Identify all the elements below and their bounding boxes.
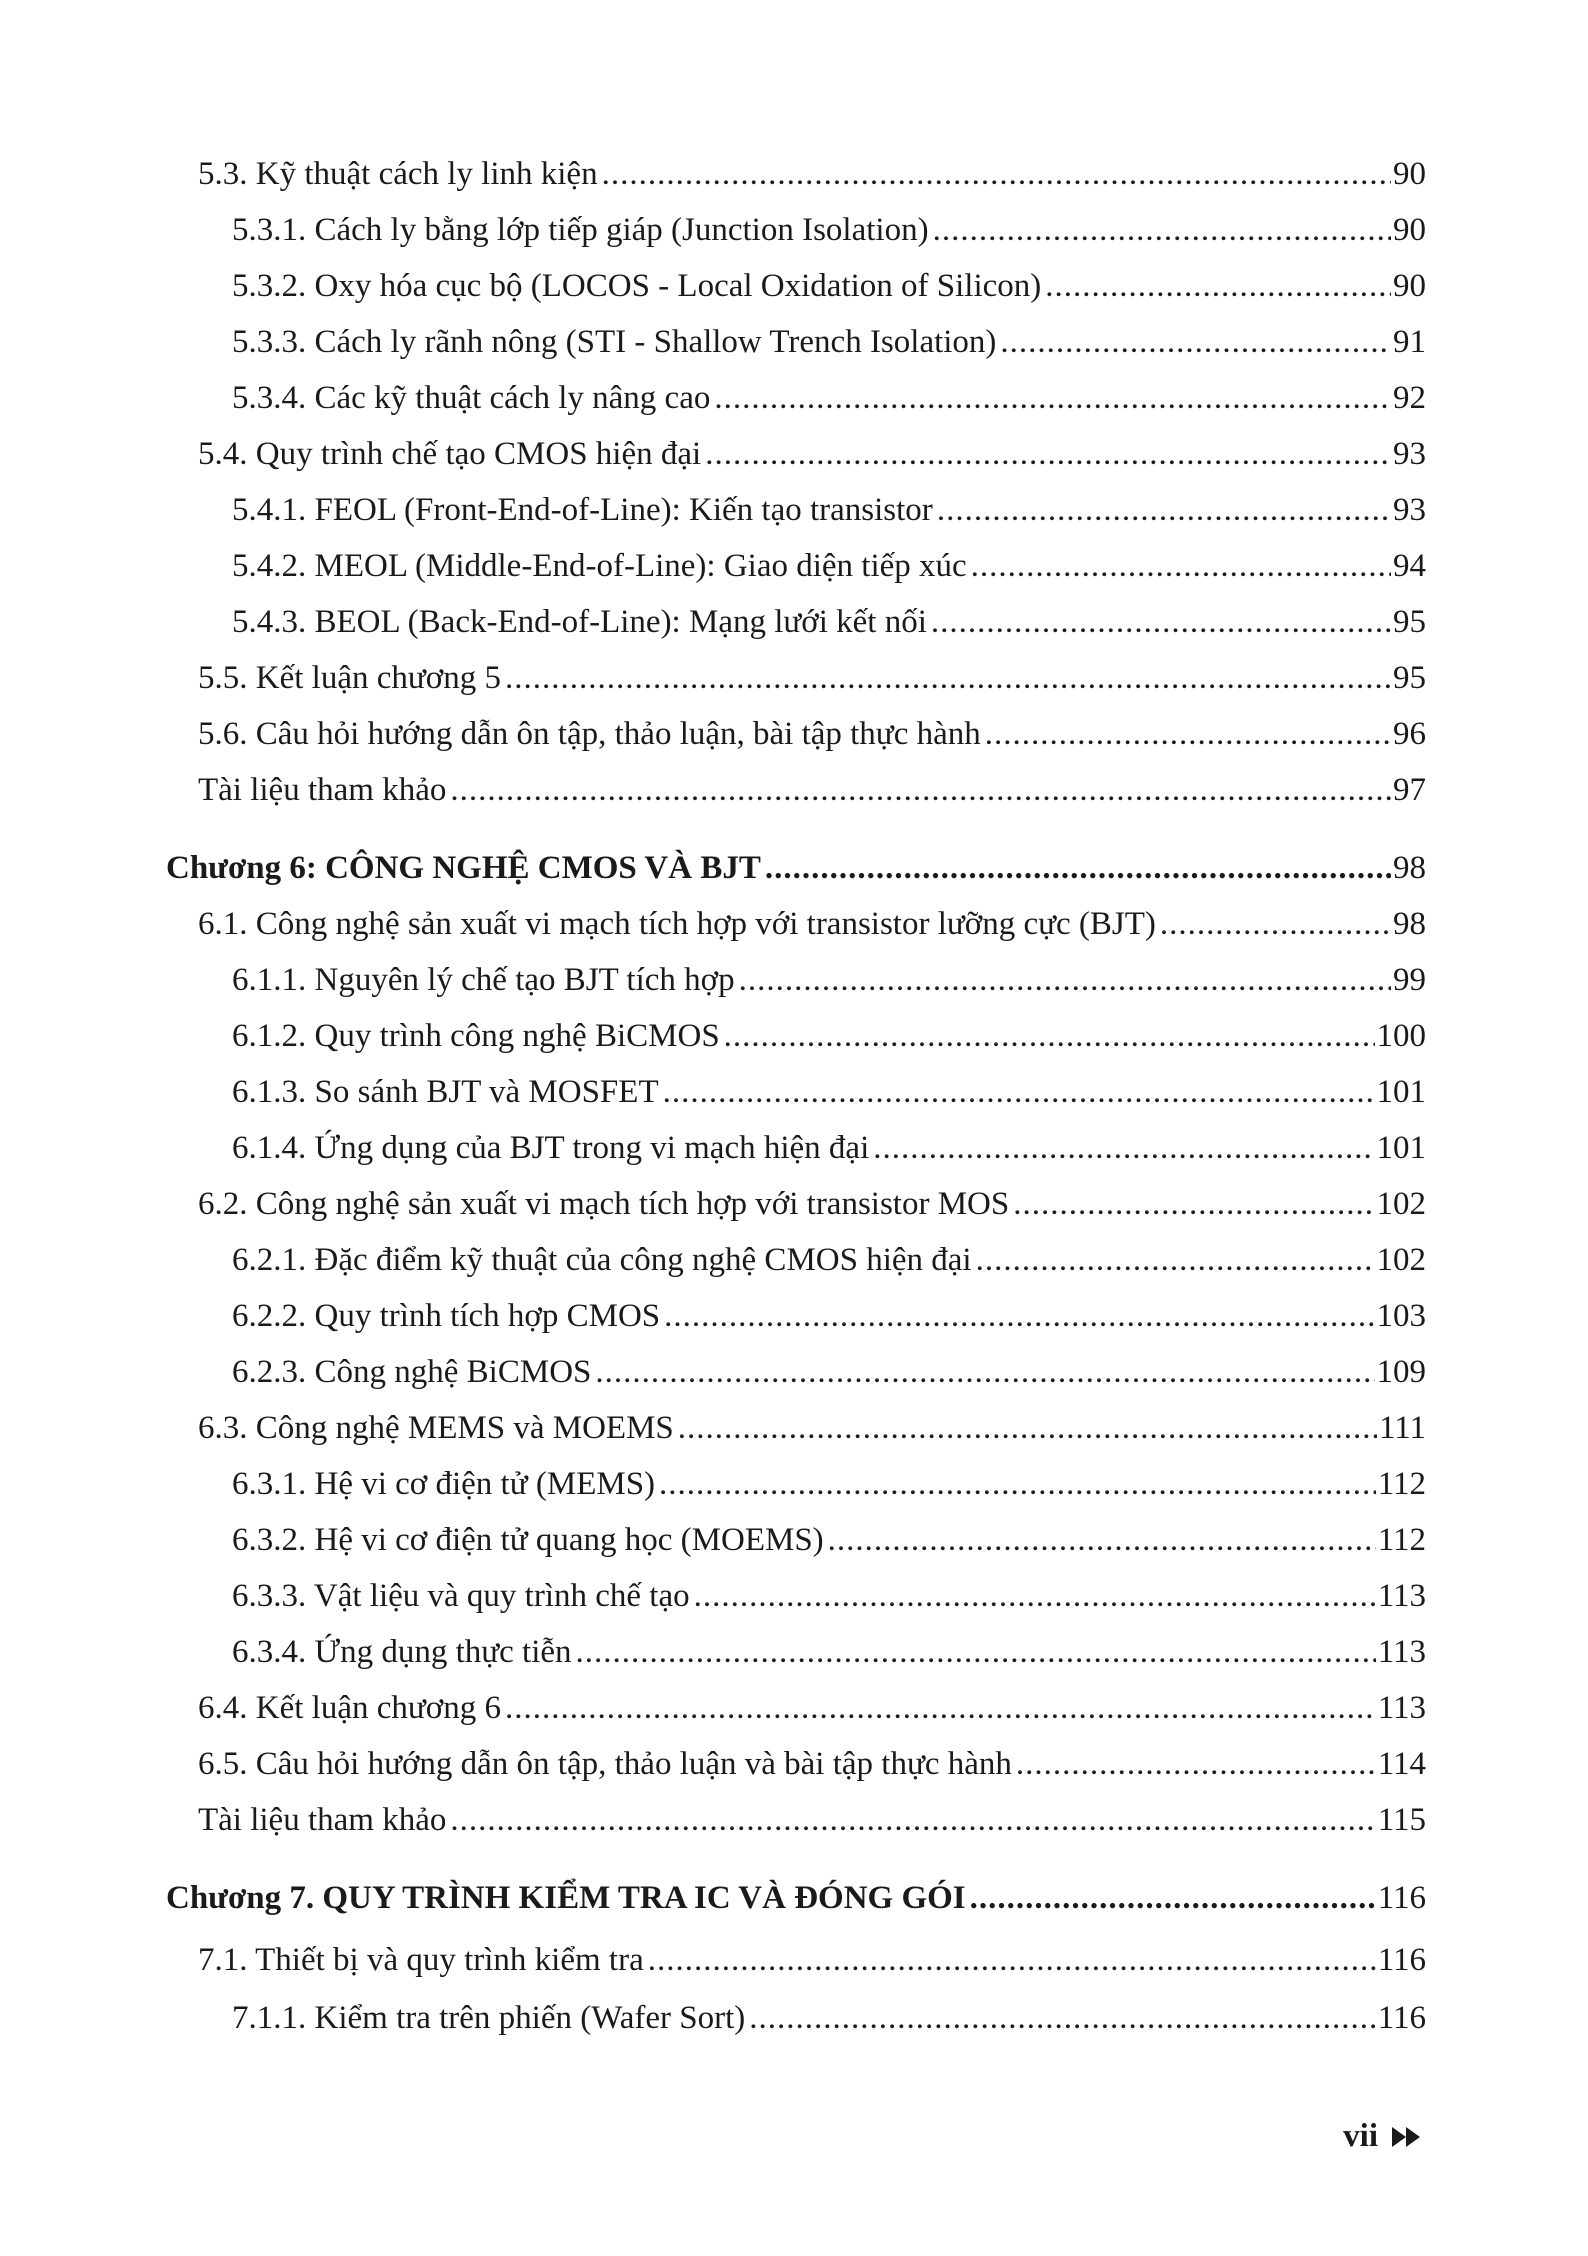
toc-entry-label: 6.3. Công nghệ MEMS và MOEMS <box>198 1410 674 1446</box>
toc-entry[interactable] <box>232 1998 1426 2038</box>
toc-chapter-entry[interactable] <box>166 1878 1426 1918</box>
dot-leader <box>873 1128 1374 1168</box>
dot-leader <box>1016 1744 1376 1784</box>
toc-entry-label: 5.3.4. Các kỹ thuật cách ly nâng cao <box>232 380 711 416</box>
toc-entry-page: 112 <box>1377 1522 1426 1558</box>
toc-entry-page: 91 <box>1393 324 1426 360</box>
dot-leader <box>450 1800 1375 1840</box>
toc-entry[interactable] <box>198 1688 1426 1728</box>
toc-entry[interactable] <box>232 1464 1426 1504</box>
toc-entry-page: 90 <box>1393 268 1426 304</box>
dot-leader <box>714 378 1391 418</box>
dot-leader <box>663 1072 1375 1112</box>
toc-entry-page: 111 <box>1378 1410 1426 1446</box>
toc-entry[interactable] <box>198 1408 1426 1448</box>
toc-entry-label: 5.4. Quy trình chế tạo CMOS hiện đại <box>198 436 702 472</box>
toc-entry-page: 116 <box>1377 1942 1426 1978</box>
toc-entry-label: Tài liệu tham khảo <box>198 1802 447 1838</box>
toc-entry-page: 93 <box>1393 492 1426 528</box>
toc-entry-label: 6.4. Kết luận chương 6 <box>198 1690 501 1726</box>
toc-entry-label: 5.4.1. FEOL (Front-End-of-Line): Kiến tạo transistor <box>232 492 933 528</box>
toc-entry-label: 6.1.2. Quy trình công nghệ BiCMOS <box>232 1018 720 1054</box>
toc-entry-label: 5.4.3. BEOL (Back-End-of-Line): Mạng lưới kết nối <box>232 604 927 640</box>
toc-entry[interactable] <box>198 904 1426 944</box>
toc-entry-label: 5.3. Kỹ thuật cách ly linh kiện <box>198 156 598 192</box>
dot-leader <box>1000 322 1391 362</box>
toc-entry-label: 6.2.3. Công nghệ BiCMOS <box>232 1354 592 1390</box>
toc-entry-label: Chương 7. QUY TRÌNH KIỂM TRA IC VÀ ĐÓNG GÓI <box>166 1880 966 1916</box>
toc-entry[interactable] <box>198 1940 1426 1980</box>
toc-entry[interactable] <box>232 602 1426 642</box>
dot-leader <box>659 1464 1376 1504</box>
toc-entry-page: 116 <box>1377 1880 1426 1916</box>
toc-entry-page: 90 <box>1393 212 1426 248</box>
toc-entry-page: 101 <box>1376 1130 1426 1166</box>
toc-entry[interactable] <box>198 1184 1426 1224</box>
toc-entry[interactable] <box>198 1744 1426 1784</box>
toc-entry-page: 93 <box>1393 436 1426 472</box>
toc-entry-label: 5.6. Câu hỏi hướng dẫn ôn tập, thảo luận, bài tập thực hành <box>198 716 981 752</box>
toc-entry[interactable] <box>232 1352 1426 1392</box>
toc-entry-page: 96 <box>1393 716 1426 752</box>
dot-leader <box>749 1998 1375 2038</box>
toc-entry-page: 90 <box>1393 156 1426 192</box>
dot-leader <box>648 1940 1376 1980</box>
toc-entry-label: 6.2.1. Đặc điểm kỹ thuật của công nghệ CMOS hiện đại <box>232 1242 972 1278</box>
toc-entry-page: 114 <box>1377 1746 1426 1782</box>
toc-entry[interactable] <box>232 266 1426 306</box>
toc-entry[interactable] <box>232 1016 1426 1056</box>
dot-leader <box>1013 1184 1374 1224</box>
toc-entry-label: 6.2. Công nghệ sản xuất vi mạch tích hợp với transistor MOS <box>198 1186 1010 1222</box>
toc-entry-page: 92 <box>1393 380 1426 416</box>
dot-leader <box>505 658 1391 698</box>
toc-entry-page: 103 <box>1376 1298 1426 1334</box>
toc-entry-page: 98 <box>1393 906 1426 942</box>
toc-entry-page: 97 <box>1393 772 1426 808</box>
toc-entry-page: 102 <box>1376 1242 1426 1278</box>
toc-entry[interactable] <box>198 154 1426 194</box>
toc-entry-page: 112 <box>1377 1466 1426 1502</box>
dot-leader <box>931 602 1391 642</box>
toc-entry-label: Tài liệu tham khảo <box>198 772 447 808</box>
toc-entry[interactable] <box>232 1072 1426 1112</box>
toc-entry-page: 113 <box>1377 1578 1426 1614</box>
toc-chapter-entry[interactable] <box>166 848 1426 888</box>
dot-leader <box>971 546 1391 586</box>
toc-entry[interactable] <box>232 210 1426 250</box>
toc-entry[interactable] <box>232 1632 1426 1672</box>
toc-entry-page: 113 <box>1377 1634 1426 1670</box>
dot-leader <box>985 714 1391 754</box>
toc-entry-label: 5.3.2. Oxy hóa cục bộ (LOCOS - Local Oxidation of Silicon) <box>232 268 1042 304</box>
toc-entry-page: 95 <box>1393 660 1426 696</box>
toc-entry-label: 6.2.2. Quy trình tích hợp CMOS <box>232 1298 661 1334</box>
dot-leader <box>739 960 1391 1000</box>
dot-leader <box>602 154 1391 194</box>
dot-leader <box>595 1352 1374 1392</box>
toc-entry-label: Chương 6: CÔNG NGHỆ CMOS VÀ BJT <box>166 850 761 886</box>
toc-entry-label: 5.4.2. MEOL (Middle-End-of-Line): Giao diện tiếp xúc <box>232 548 967 584</box>
dot-leader <box>694 1576 1376 1616</box>
toc-entry[interactable] <box>232 1240 1426 1280</box>
toc-entry-label: 6.3.3. Vật liệu và quy trình chế tạo <box>232 1578 690 1614</box>
toc-entry-label: 5.3.3. Cách ly rãnh nông (STI - Shallow Trench Isolation) <box>232 324 997 360</box>
toc-entry-page: 95 <box>1393 604 1426 640</box>
dot-leader <box>976 1240 1375 1280</box>
fast-forward-icon <box>1392 2126 1422 2148</box>
toc-entry-label: 6.1.1. Nguyên lý chế tạo BJT tích hợp <box>232 962 735 998</box>
dot-leader <box>724 1016 1375 1056</box>
toc-entry[interactable] <box>232 378 1426 418</box>
toc-entry[interactable] <box>232 490 1426 530</box>
dot-leader <box>705 434 1391 474</box>
dot-leader <box>933 210 1391 250</box>
toc-entry-page: 94 <box>1393 548 1426 584</box>
dot-leader <box>828 1520 1376 1560</box>
toc-entry[interactable] <box>198 714 1426 754</box>
toc-entry[interactable] <box>198 658 1426 698</box>
dot-leader <box>1045 266 1391 306</box>
toc-entry-label: 6.5. Câu hỏi hướng dẫn ôn tập, thảo luận và bài tập thực hành <box>198 1746 1012 1782</box>
page-number: vii <box>1343 2118 1378 2154</box>
dot-leader <box>970 1878 1376 1918</box>
toc-entry[interactable] <box>232 1128 1426 1168</box>
toc-entry-label: 6.3.1. Hệ vi cơ điện tử (MEMS) <box>232 1466 656 1502</box>
toc-entry[interactable] <box>232 322 1426 362</box>
dot-leader <box>505 1688 1376 1728</box>
dot-leader <box>664 1296 1374 1336</box>
dot-leader <box>1160 904 1391 944</box>
toc-entry-label: 6.1.3. So sánh BJT và MOSFET <box>232 1074 659 1110</box>
toc-entry[interactable] <box>232 1520 1426 1560</box>
toc-entry-label: 6.3.2. Hệ vi cơ điện tử quang học (MOEMS) <box>232 1522 824 1558</box>
toc-entry-label: 6.1. Công nghệ sản xuất vi mạch tích hợp với transistor lưỡng cực (BJT) <box>198 906 1156 942</box>
toc-entry-page: 101 <box>1376 1074 1426 1110</box>
toc-entry[interactable] <box>232 960 1426 1000</box>
toc-entry[interactable] <box>198 434 1426 474</box>
dot-leader <box>450 770 1391 810</box>
toc-entry[interactable] <box>232 546 1426 586</box>
toc-entry-label: 5.5. Kết luận chương 5 <box>198 660 501 696</box>
toc-entry-page: 99 <box>1393 962 1426 998</box>
toc-entry-label: 7.1.1. Kiểm tra trên phiến (Wafer Sort) <box>232 2000 746 2036</box>
page-footer <box>1343 2118 1422 2155</box>
toc-entry-label: 6.3.4. Ứng dụng thực tiễn <box>232 1634 572 1670</box>
dot-leader <box>678 1408 1377 1448</box>
toc-entry[interactable] <box>232 1296 1426 1336</box>
dot-leader <box>765 848 1391 888</box>
dot-leader <box>576 1632 1376 1672</box>
toc-entry-label: 6.1.4. Ứng dụng của BJT trong vi mạch hiện đại <box>232 1130 870 1166</box>
toc-entry-page: 113 <box>1377 1690 1426 1726</box>
toc-entry-page: 100 <box>1376 1018 1426 1054</box>
toc-entry-page: 98 <box>1393 850 1426 886</box>
toc-entry-label: 5.3.1. Cách ly bằng lớp tiếp giáp (Junction Isolation) <box>232 212 929 248</box>
toc-entry-page: 109 <box>1376 1354 1426 1390</box>
toc-entry-page: 115 <box>1377 1802 1426 1838</box>
toc-entry-label: 7.1. Thiết bị và quy trình kiểm tra <box>198 1942 644 1978</box>
toc-entry[interactable] <box>232 1576 1426 1616</box>
dot-leader <box>937 490 1391 530</box>
toc-entry[interactable] <box>198 770 1426 810</box>
toc-entry-page: 102 <box>1376 1186 1426 1222</box>
toc-entry[interactable] <box>198 1800 1426 1840</box>
toc-entry-page: 116 <box>1377 2000 1426 2036</box>
